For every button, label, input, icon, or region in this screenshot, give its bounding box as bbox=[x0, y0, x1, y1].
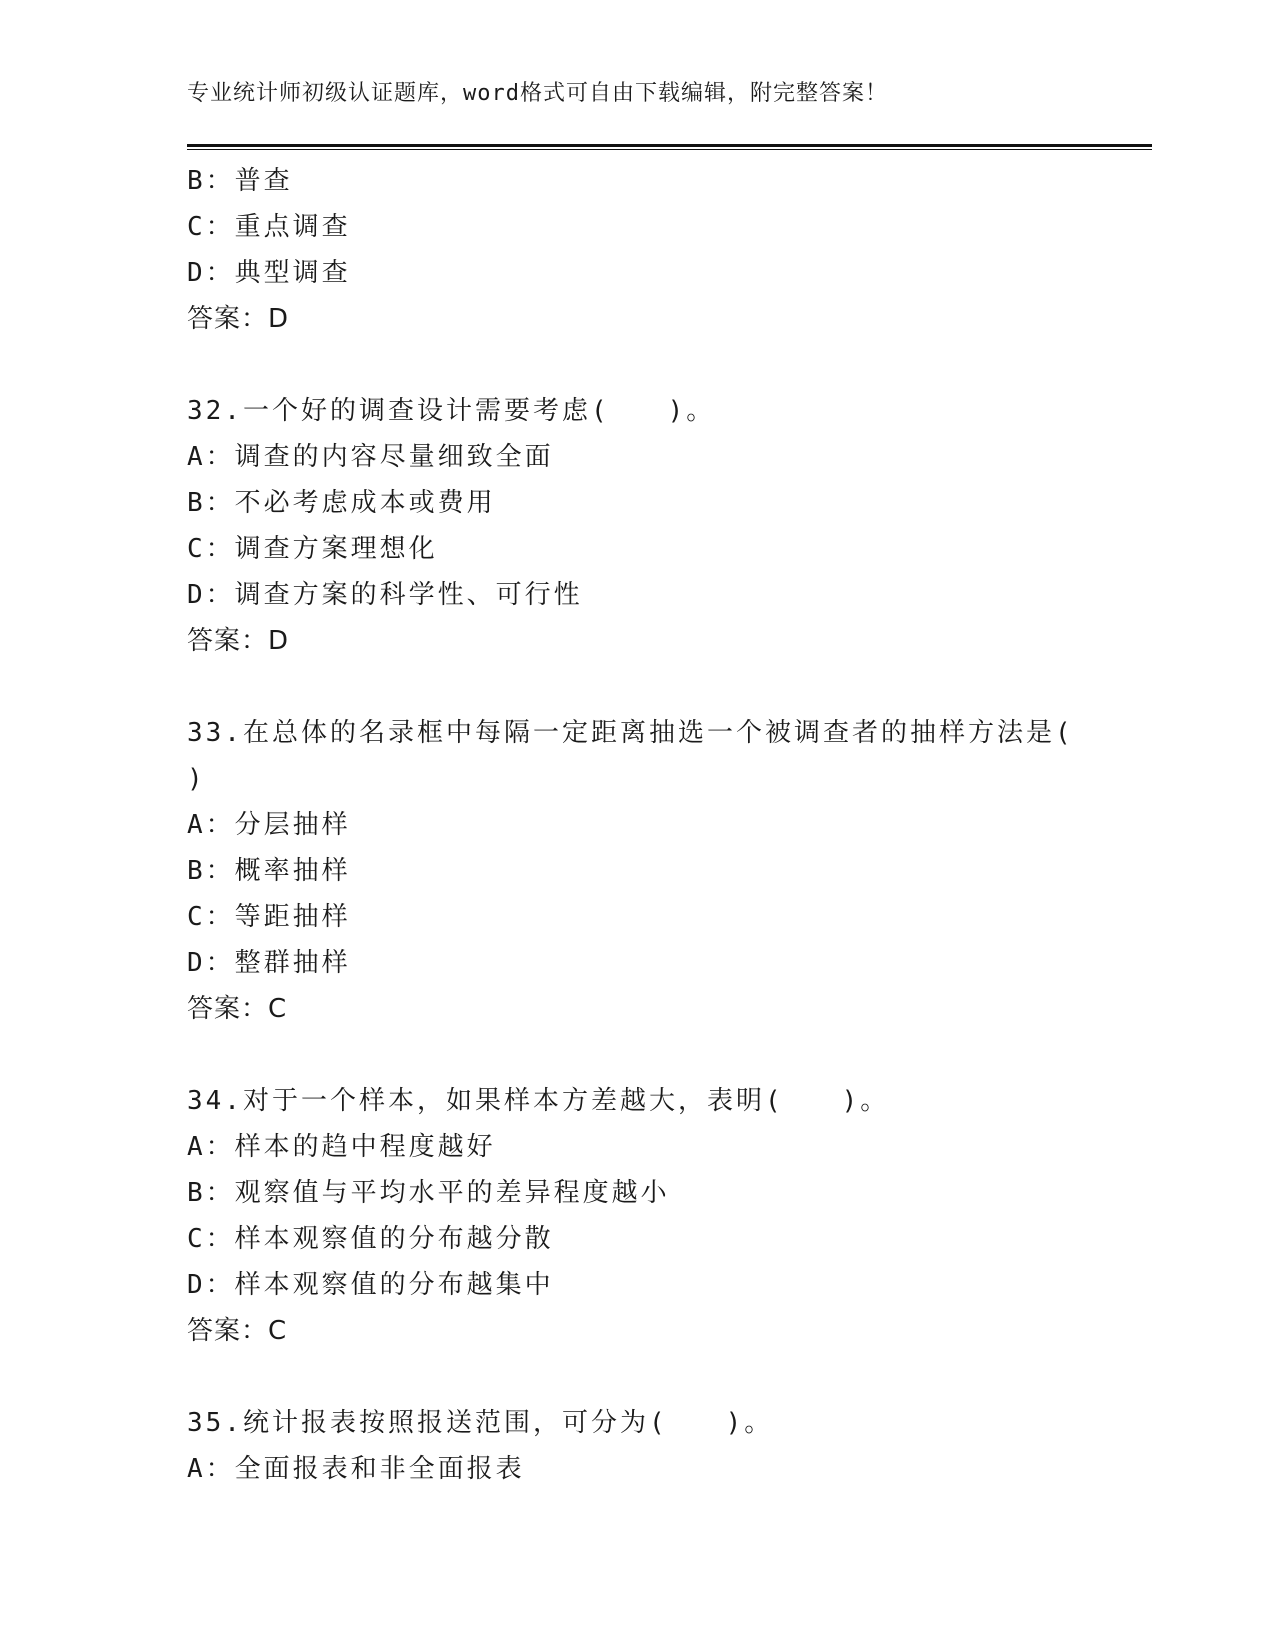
question-content bbox=[187, 158, 1152, 1492]
option-d: D：样本观察值的分布越集中 bbox=[187, 1270, 554, 1300]
header-divider-thin bbox=[187, 149, 1152, 150]
option-a: A：样本的趋中程度越好 bbox=[187, 1132, 496, 1162]
option-c: C：等距抽样 bbox=[187, 902, 351, 932]
page-header: 专业统计师初级认证题库，word格式可自由下载编辑，附完整答案！ bbox=[187, 81, 888, 106]
answer-line: 答案：D bbox=[187, 304, 290, 334]
answer-line: 答案：C bbox=[187, 1316, 288, 1346]
spacer bbox=[187, 1354, 1152, 1400]
question-stem-continued: ) bbox=[187, 764, 206, 794]
option-a: A：全面报表和非全面报表 bbox=[187, 1454, 525, 1484]
option-c: C：重点调查 bbox=[187, 212, 351, 242]
header-divider-thick bbox=[187, 144, 1152, 147]
question-stem: 35.统计报表按照报送范围，可分为( )。 bbox=[187, 1408, 774, 1438]
spacer bbox=[187, 342, 1152, 388]
question-33 bbox=[187, 710, 1152, 1032]
question-35 bbox=[187, 1400, 1152, 1492]
option-c: C：调查方案理想化 bbox=[187, 534, 438, 564]
option-a: A：调查的内容尽量细致全面 bbox=[187, 442, 554, 472]
option-c: C：样本观察值的分布越分散 bbox=[187, 1224, 554, 1254]
question-32 bbox=[187, 388, 1152, 664]
option-b: B：观察值与平均水平的差异程度越小 bbox=[187, 1178, 670, 1208]
option-a: A：分层抽样 bbox=[187, 810, 351, 840]
question-stem: 33.在总体的名录框中每隔一定距离抽选一个被调查者的抽样方法是( bbox=[187, 718, 1074, 748]
option-b: B：概率抽样 bbox=[187, 856, 351, 886]
spacer bbox=[187, 664, 1152, 710]
option-b: B：不必考虑成本或费用 bbox=[187, 488, 496, 518]
option-d: D：调查方案的科学性、可行性 bbox=[187, 580, 583, 610]
answer-line: 答案：D bbox=[187, 626, 290, 656]
option-b: B：普查 bbox=[187, 166, 293, 196]
option-d: D：典型调查 bbox=[187, 258, 351, 288]
question-stem: 32.一个好的调查设计需要考虑( )。 bbox=[187, 396, 716, 426]
question-stem: 34.对于一个样本，如果样本方差越大，表明( )。 bbox=[187, 1086, 890, 1116]
question-34 bbox=[187, 1078, 1152, 1354]
question-31-continuation bbox=[187, 158, 1152, 342]
spacer bbox=[187, 1032, 1152, 1078]
answer-line: 答案：C bbox=[187, 994, 288, 1024]
option-d: D：整群抽样 bbox=[187, 948, 351, 978]
